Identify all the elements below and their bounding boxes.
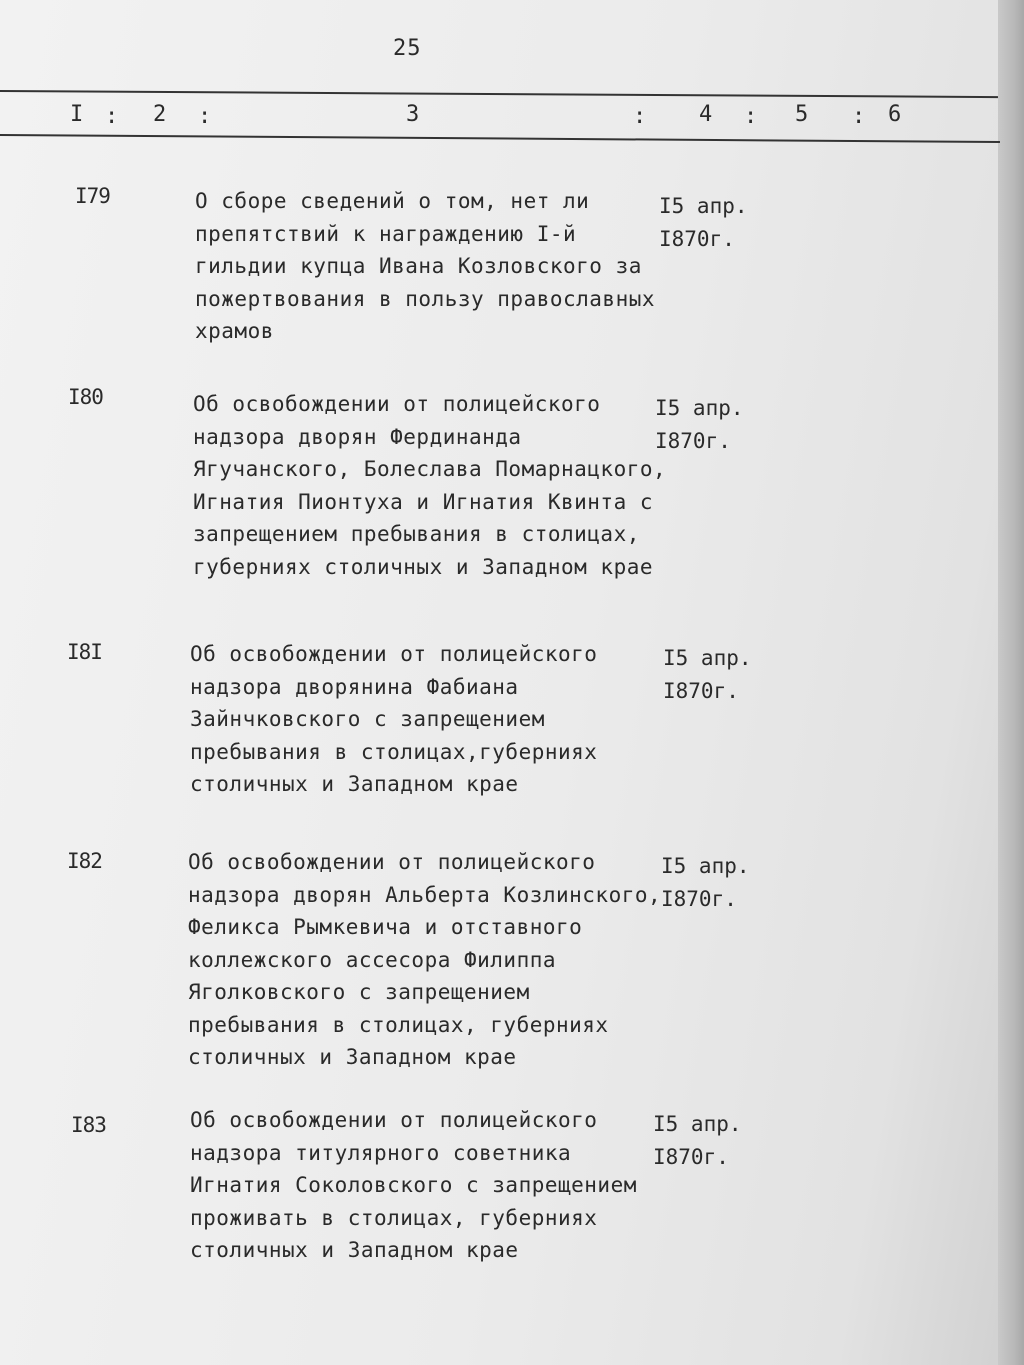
entry-date [663,642,773,707]
column-header-5: 5 [795,102,809,127]
entry-date-year: I870г. [659,226,735,251]
entry-number: I82 [67,849,102,873]
entry-title: Об освобождении от полицейского надзора дворян Альберта Козлинского, Феликса Рымкевича и отставного коллежского ассесора Филиппа Яголковского с запрещением пребывания в столицах, губерниях столичных и Западном крае [188,850,662,1069]
column-header-6: 6 [888,102,902,127]
page-edge [998,0,1024,1365]
entry-date [659,190,769,255]
header-top-rule [0,90,998,98]
entry-number: I8I [67,640,102,664]
column-separator: : [744,104,758,129]
column-header-2: 2 [153,102,167,127]
entry-number: I80 [68,385,103,409]
column-separator: : [105,104,119,129]
entry-title: Об освобождении от полицейского надзора титулярного советника Игнатия Соколовского с запрещением проживать в столицах, губерниях столичных и Западном крае [190,1108,637,1262]
entry-date [653,1108,763,1173]
entry-title: Об освобождении от полицейского надзора дворян Фердинанда Ягучанского, Болеслава Помарнацкого, Игнатия Пионтуха и Игнатия Квинта с запрещением пребывания в столицах, губерниях столичных и Западном крае [193,392,667,579]
entry-number: I83 [71,1113,106,1137]
entry-date [655,392,765,457]
entry-number: I79 [75,184,110,208]
entry-date [661,850,771,915]
column-header-4: 4 [699,102,713,127]
entry-date-day: I5 апр. [663,646,752,670]
page-number: 25 [393,36,422,61]
entry-date-day: I5 апр. [655,396,744,420]
column-separator: : [198,104,212,129]
entry-title: О сборе сведений о том, нет ли препятствий к награждению I-й гильдии купца Ивана Козловского за пожертвования в пользу православных храмов [195,189,656,343]
entry-date-year: I870г. [663,678,739,703]
entry-title: Об освобождении от полицейского надзора дворянина Фабиана Зайнчковского с запрещением пребывания в столицах,губерниях столичных и Западном крае [190,642,598,796]
column-separator: : [633,104,647,129]
entry-date-day: I5 апр. [661,854,750,878]
entry-date-year: I870г. [653,1144,729,1169]
entry-date-year: I870г. [661,886,737,911]
column-separator: : [852,104,866,129]
column-header-3: 3 [406,102,420,127]
entry-date-year: I870г. [655,428,731,453]
header-bottom-rule [0,134,1000,143]
entry-date-day: I5 апр. [653,1112,742,1136]
entry-date-day: I5 апр. [659,194,748,218]
column-header-1: I [70,102,84,127]
